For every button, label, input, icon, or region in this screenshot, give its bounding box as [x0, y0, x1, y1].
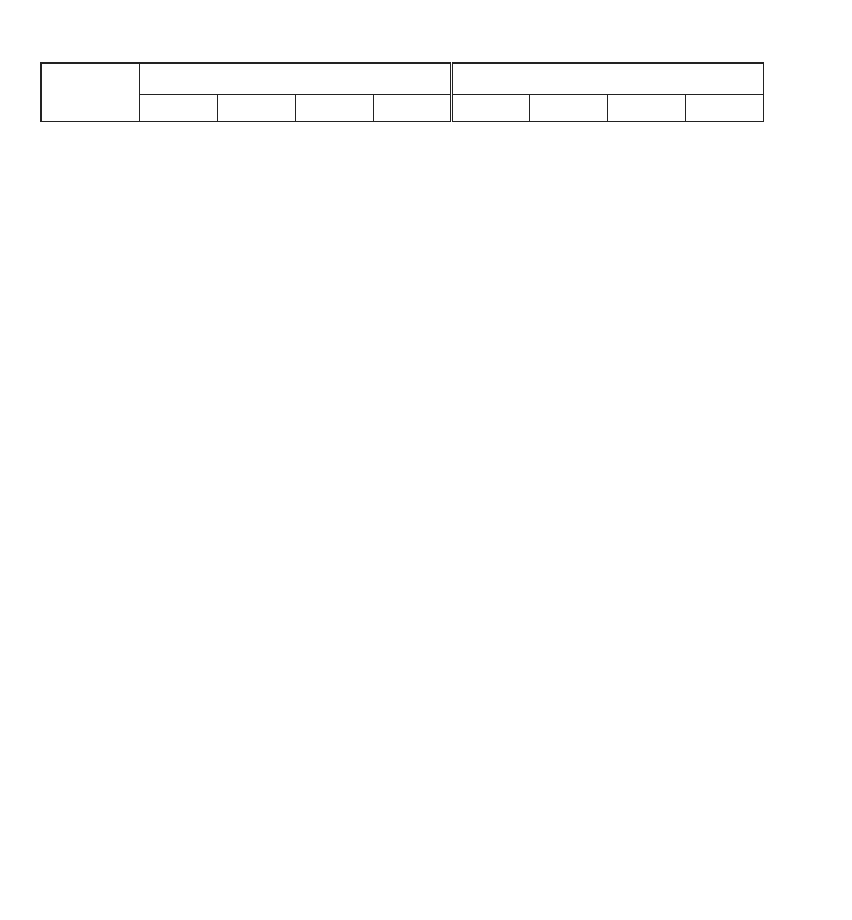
header-monthly-tier-1: [139, 95, 217, 122]
header-monthly: [139, 63, 451, 95]
min-wage-table: [40, 62, 764, 122]
header-hourly: [451, 63, 763, 95]
header-monthly-tier-4: [373, 95, 451, 122]
header-hourly-tier-3: [607, 95, 685, 122]
header-hourly-tier-1: [451, 95, 529, 122]
header-region: [41, 63, 139, 122]
header-hourly-tier-4: [685, 95, 763, 122]
header-monthly-tier-3: [295, 95, 373, 122]
header-hourly-tier-2: [529, 95, 607, 122]
header-monthly-tier-2: [217, 95, 295, 122]
